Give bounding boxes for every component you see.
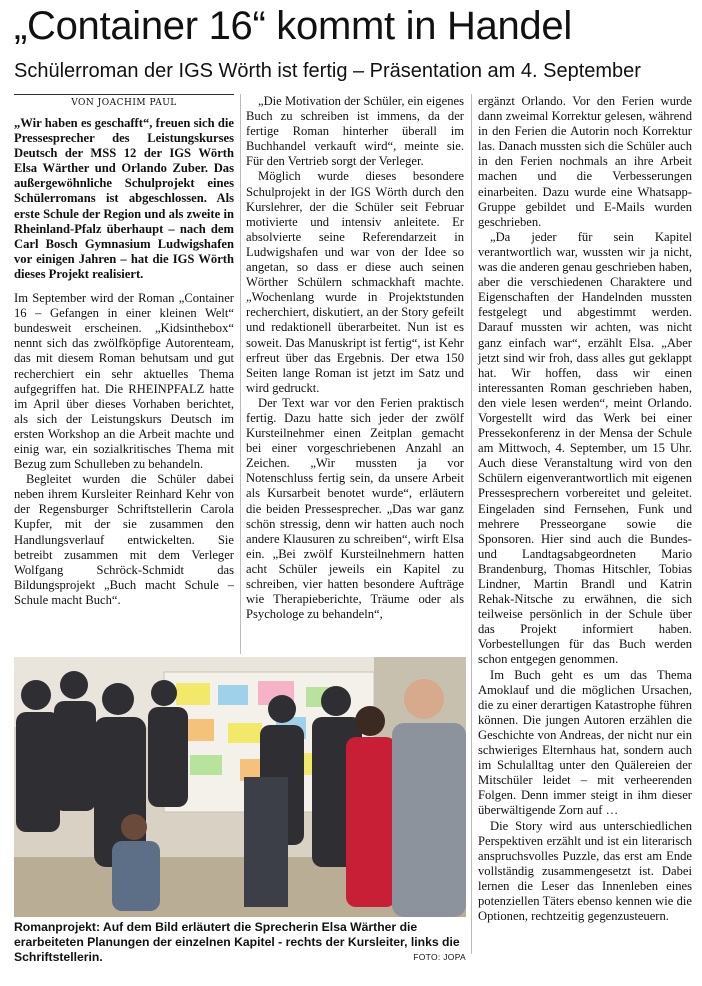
paragraph: „Die Motivation der Schüler, ein eigenes Buch zu schreiben ist immens, da der fertige Roman hinterher überall im Buchhandel verkauft wird“, meinte sie. Für den Vertrieb sorgt der Verleger. (246, 94, 464, 169)
subheadline: Schülerroman der IGS Wörth ist fertig – Präsentation am 4. September (14, 60, 641, 82)
column-divider (240, 94, 241, 654)
article-photo (14, 657, 466, 917)
paragraph: ergänzt Orlando. Vor den Ferien wurde dann zweimal Korrektur gelesen, während in den Ferien die Autorin noch Korrektur las. Danach mussten sich die Schüler auch in den Ferien nochmals an ihre Arbeit machen und die Verbesserungen einarbeiten. Dazu wurde eine Whatsapp-Gruppe gebildet und E-Mails wurden geschrieben. (478, 94, 692, 229)
paragraph: Im Buch geht es um das Thema Amoklauf und die möglichen Ursachen, die zu einer derartigen Katastrophe führen können. Die jungen Autoren erzählen die Geschichte von Andreas, der nicht nur ein schwieriges Elternhaus hat, sondern auch im Schulalltag unter den Quälereien der Mitschüler leidet – mit verheerenden Folgen. Denn immer steigt in ihm dieser überwältigende Zorn auf … (478, 667, 692, 818)
column-divider (471, 94, 472, 954)
column-3 (478, 94, 692, 924)
column-2 (246, 94, 464, 622)
photo-credit: FOTO: JOPA (413, 952, 466, 962)
headline: „Container 16“ kommt in Handel (14, 4, 572, 48)
lead-paragraph: „Wir haben es geschafft“, freuen sich die Pressesprecher des Leistungskurses Deutsch der MSS 12 der IGS Wörth Elsa Wärther und Orlando Zuber. Das außergewöhnliche Schulprojekt eines Schülerromans ist abgeschlossen. Als erste Schule der Region und als zweite in Rheinland-Pfalz überhaupt – nach dem Carl Bosch Gymnasium Ludwigshafen vor einigen Jahren – hat die IGS Wörth dieses Projekt realisiert. (14, 116, 234, 281)
paragraph: Der Text war vor den Ferien praktisch fertig. Dazu hatte sich jeder der zwölf Kursteilnehmer einen Zeitplan gemacht bei einer vorgeschriebenen Anzahl an Zeichen. „Wir mussten ja vor Notenschluss fertig sein, da unsere Arbeit als Kursarbeit benotet wurde“, erläutern die beiden Pressesprecher. „Das war ganz schön stressig, denn wir hatten auch noch andere Klausuren zu schreiben“, wirft Elsa ein. „Bei zwölf Kursteilnehmern hatten acht Schüler jeweils ein Kapitel zu schreiben, vier hatten besondere Aufträge wie Therapieberichte, Träume oder als Psychologe zu behandeln“, (246, 395, 464, 622)
paragraph: Die Story wird aus unterschiedlichen Perspektiven erzählt und ist ein literarisch anspruchsvolles Puzzle, das erst am Ende vollständig zusammengesetzt ist. Dabei lernen die Leser das Innenleben eines potenziellen Täters ebenso kennen wie die Optionen, rechtzeitig gegenzusteuern. (478, 818, 692, 924)
paragraph: Möglich wurde dieses besondere Schulprojekt in der IGS Wörth durch den Kurslehrer, der die Schüler seit Februar motivierte und intensiv anleitete. Er absolvierte seine Referendarzeit in Ludwigshafen und war von der Idee so angetan, so dass er diese auch seinen Wörther Schülern schmackhaft machte. „Wochenlang wurde in Projektstunden recherchiert, diskutiert, an der Story gefeilt und redaktionell überarbeitet. Nun ist es soweit. Das Manuskript ist fertig“, ist Kehr erfreut über das Ergebnis. Der etwa 150 Seiten lange Roman ist jetzt im Satz und wird gedruckt. (246, 169, 464, 395)
photo-illustration (14, 657, 466, 917)
column-1 (14, 116, 234, 608)
paragraph: Begleitet wurden die Schüler dabei neben ihrem Kursleiter Reinhard Kehr von der Regensburger Schriftstellerin Carola Kupfer, mit der sie zusammen den Handlungsverlauf entwickelten. Sie betreibt zusammen mit dem Verleger Wolfgang Schröck-Schmidt das Bildungsprojekt „Buch macht Schule – Schule macht Buch“. (14, 472, 234, 607)
paragraph: „Da jeder für sein Kapitel verantwortlich war, wussten wir ja nicht, was die anderen genau geschrieben haben, aber die verschiedenen Charaktere und Eigenschaften der Handelnden mussten festgelegt und abgestimmt werden. Darauf mussten wir achten, was nicht ganz einfach war“, erzählt Elsa. „Aber jetzt sind wir froh, dass alles gut geklappt hat. Wir hoffen, dass wir einen interessanten Roman geschrieben haben, den viele lesen werden“, meint Orlando. Vorgestellt wird das Werk bei einer Pressekonferenz in der Mensa der Schule am Mittwoch, 4. September, um 15 Uhr. Auch diese Veranstaltung wird von den Schülern eigenverantwortlich mit eigenen Pressesprechern vorbereitet und geleitet. Eingeladen sind Fernsehen, Funk und mehrere Presseorgane sowie die Sponsoren. Hier sind auch die Bundes- und Landtagsabgeordneten Mario Brandenburg, Thomas Hitschler, Tobias Lindner, Martin Brandl und Katrin Rehak-Nitsche zu erwähnen, die sich teilweise persönlich in der Schule über das Projekt informiert haben. Vorbestellungen für das Buch werden schon entgegen genommen. (478, 229, 692, 667)
photo-caption: Romanprojekt: Auf dem Bild erläutert die Sprecherin Elsa Wärther die erarbeiteten Planungen der einzelnen Kapitel - rechts der Kursleiter, links die Schriftstellerin. (14, 920, 460, 964)
paragraph: Im September wird der Roman „Container 16 – Gefangen in einer kleinen Welt“ bundesweit erscheinen. „Kidsinthebox“ nennt sich das zwölfköpfige Autorenteam, das mit diesem Roman behutsam und gut recherchiert ein sehr aktuelles Thema aufgegriffen hat. Die RHEINPFALZ hatte im April über dieses Vorhaben berichtet, als sich der Leistungskurs Deutsch im ersten Workshop an die Arbeit machte und einig war, ein sozialkritisches Thema mit Bezug zum Schulleben zu behandeln. (14, 291, 234, 472)
byline: VON JOACHIM PAUL (14, 94, 234, 108)
